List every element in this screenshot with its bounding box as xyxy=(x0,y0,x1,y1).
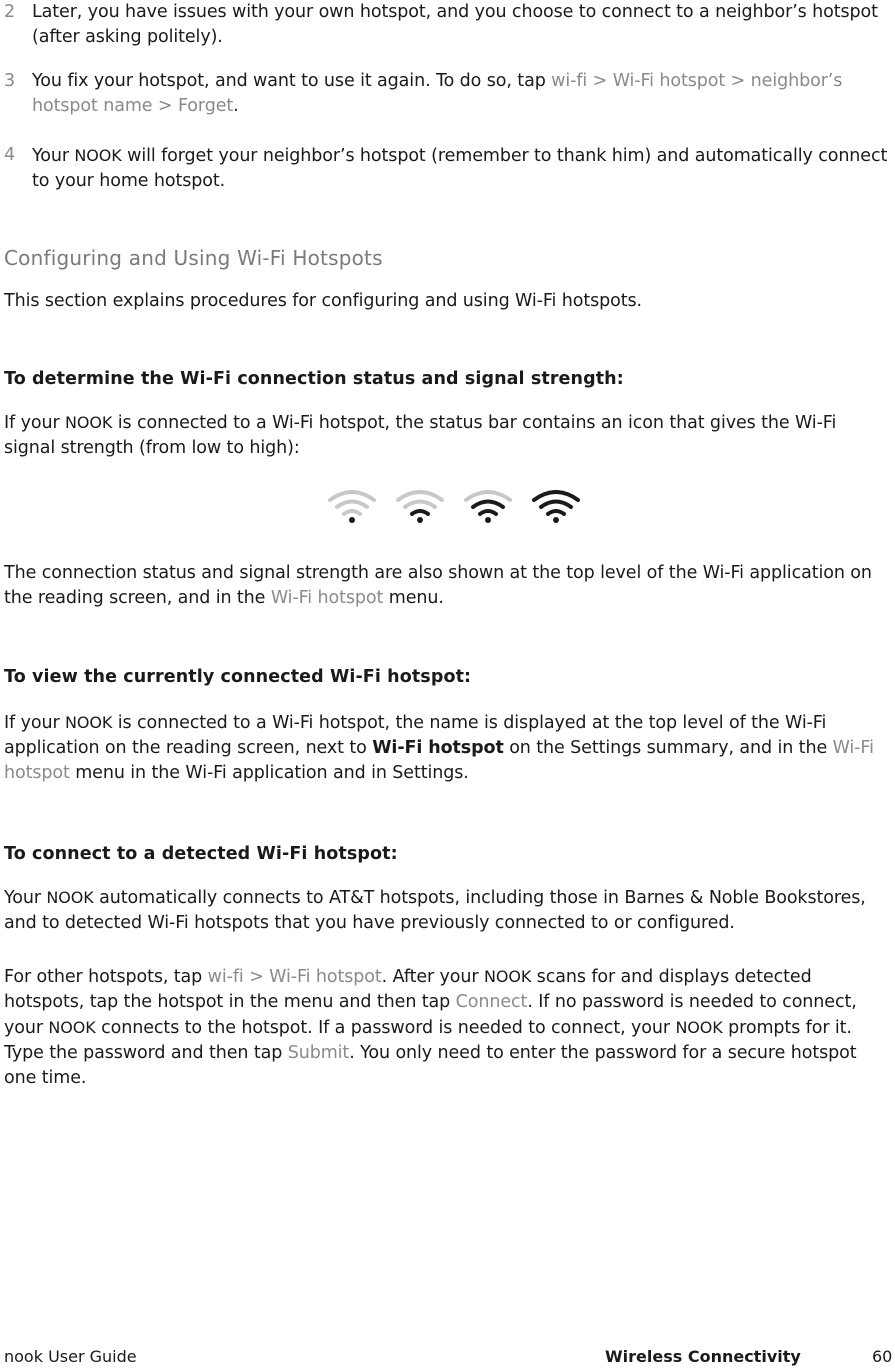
step-text xyxy=(32,69,892,119)
paragraph-part: connects to the hotspot. If a password is needed to connect, your xyxy=(95,1018,676,1038)
product-name: NOOK xyxy=(675,1018,723,1037)
paragraph-part: If your xyxy=(4,713,65,733)
ui-connect-label: Connect xyxy=(455,992,528,1012)
procedure-heading: To determine the Wi-Fi connection status and signal strength: xyxy=(4,369,624,389)
step-number: 3 xyxy=(4,71,16,91)
step-text-part: Your xyxy=(32,146,75,166)
section-title: Configuring and Using Wi-Fi Hotspots xyxy=(4,246,383,270)
paragraph-part: The connection status and signal strength are also shown at the top level of the Wi-Fi application on the reading screen, and in the xyxy=(4,563,872,608)
product-name: NOOK xyxy=(483,967,532,986)
product-name: NOOK xyxy=(48,1018,96,1037)
paragraph-part: automatically connects to AT&T hotspots, including those in Barnes & Noble Bookstores, and to detected Wi-Fi hotspots that you have previously connected to or configured. xyxy=(4,888,866,933)
paragraph xyxy=(4,885,892,936)
paragraph-part: menu. xyxy=(383,588,444,608)
wifi-signal-high-icon xyxy=(462,490,514,524)
step-text-part: You fix your hotspot, and want to use it again. To do so, tap xyxy=(32,71,552,91)
step-2 xyxy=(4,0,892,50)
procedure-heading: To view the currently connected Wi-Fi hotspot: xyxy=(4,667,472,687)
paragraph-part: For other hotspots, tap xyxy=(4,967,208,987)
wifi-signal-low-icon xyxy=(326,490,378,524)
setting-name: Wi-Fi hotspot xyxy=(372,738,504,758)
paragraph xyxy=(4,410,892,461)
procedure-heading: To connect to a detected Wi-Fi hotspot: xyxy=(4,844,398,864)
wifi-signal-icons xyxy=(4,490,892,526)
paragraph-part: prompts for it. Type the password and then tap xyxy=(4,1018,852,1063)
step-number: 2 xyxy=(4,2,16,22)
page-number: 60 xyxy=(872,1347,893,1366)
paragraph-part: menu in the Wi-Fi application and in Settings. xyxy=(69,763,469,783)
paragraph-part: If your xyxy=(4,413,65,433)
product-name: NOOK xyxy=(46,888,94,907)
ui-path-wifi-hotspot: Wi-Fi hotspot xyxy=(270,588,384,608)
ui-path-wifi-hotspot: Wi-Fi hotspot xyxy=(4,738,874,783)
ui-path-wifi-hotspot: Wi-Fi hotspot xyxy=(612,71,726,91)
step-text-part: . xyxy=(233,96,239,116)
paragraph xyxy=(4,561,892,611)
footer-chapter-title: Wireless Connectivity xyxy=(605,1347,801,1366)
footer-guide-title: nook User Guide xyxy=(4,1347,137,1366)
paragraph-part: . After your xyxy=(381,967,484,987)
step-4 xyxy=(4,143,892,194)
paragraph-part: scans for and displays detected hotspots, tap the hotspot in the menu and then tap xyxy=(4,967,812,1012)
paragraph xyxy=(4,710,892,786)
product-name: NOOK xyxy=(65,713,113,732)
step-text: Later, you have issues with your own hotspot, and you choose to connect to a neighbor’s hotspot (after asking politely). xyxy=(32,2,878,47)
ui-path-separator: > xyxy=(587,71,613,91)
step-text-part: will forget your neighbor’s hotspot (remember to thank him) and automatically connect to your home hotspot. xyxy=(32,146,888,191)
section-intro: This section explains procedures for configuring and using Wi-Fi hotspots. xyxy=(4,291,642,311)
paragraph-part: is connected to a Wi-Fi hotspot, the name is displayed at the top level of the Wi-Fi application on the reading screen, next to xyxy=(4,713,827,758)
ui-path-wifi: wi-fi xyxy=(207,967,244,987)
paragraph-part: . You only need to enter the password for a secure hotspot one time. xyxy=(4,1043,857,1088)
ui-submit-label: Submit xyxy=(287,1043,350,1063)
ui-path-hotspot-name: neighbor’s hotspot name xyxy=(32,71,843,116)
ui-path-separator: > xyxy=(152,96,178,116)
step-text xyxy=(32,143,892,194)
paragraph-part: is connected to a Wi-Fi hotspot, the status bar contains an icon that gives the Wi-Fi signal strength (from low to high): xyxy=(4,413,837,458)
paragraph-part: Your xyxy=(4,888,47,908)
ui-path-wifi-hotspot: Wi-Fi hotspot xyxy=(269,967,382,987)
paragraph-part: . If no password is needed to connect, your xyxy=(4,992,857,1038)
ui-path-separator: > xyxy=(243,967,270,987)
product-name: NOOK xyxy=(65,413,113,432)
paragraph-part: on the Settings summary, and in the xyxy=(503,738,833,758)
wifi-signal-medium-icon xyxy=(394,490,446,524)
ui-path-separator: > xyxy=(725,71,751,91)
ui-path-wifi: wi-fi xyxy=(551,71,588,91)
wifi-signal-full-icon xyxy=(530,490,582,524)
paragraph xyxy=(4,964,892,1091)
ui-path-forget: Forget xyxy=(177,96,234,116)
step-number: 4 xyxy=(4,145,16,165)
product-name: NOOK xyxy=(74,146,122,165)
step-3 xyxy=(4,69,892,119)
